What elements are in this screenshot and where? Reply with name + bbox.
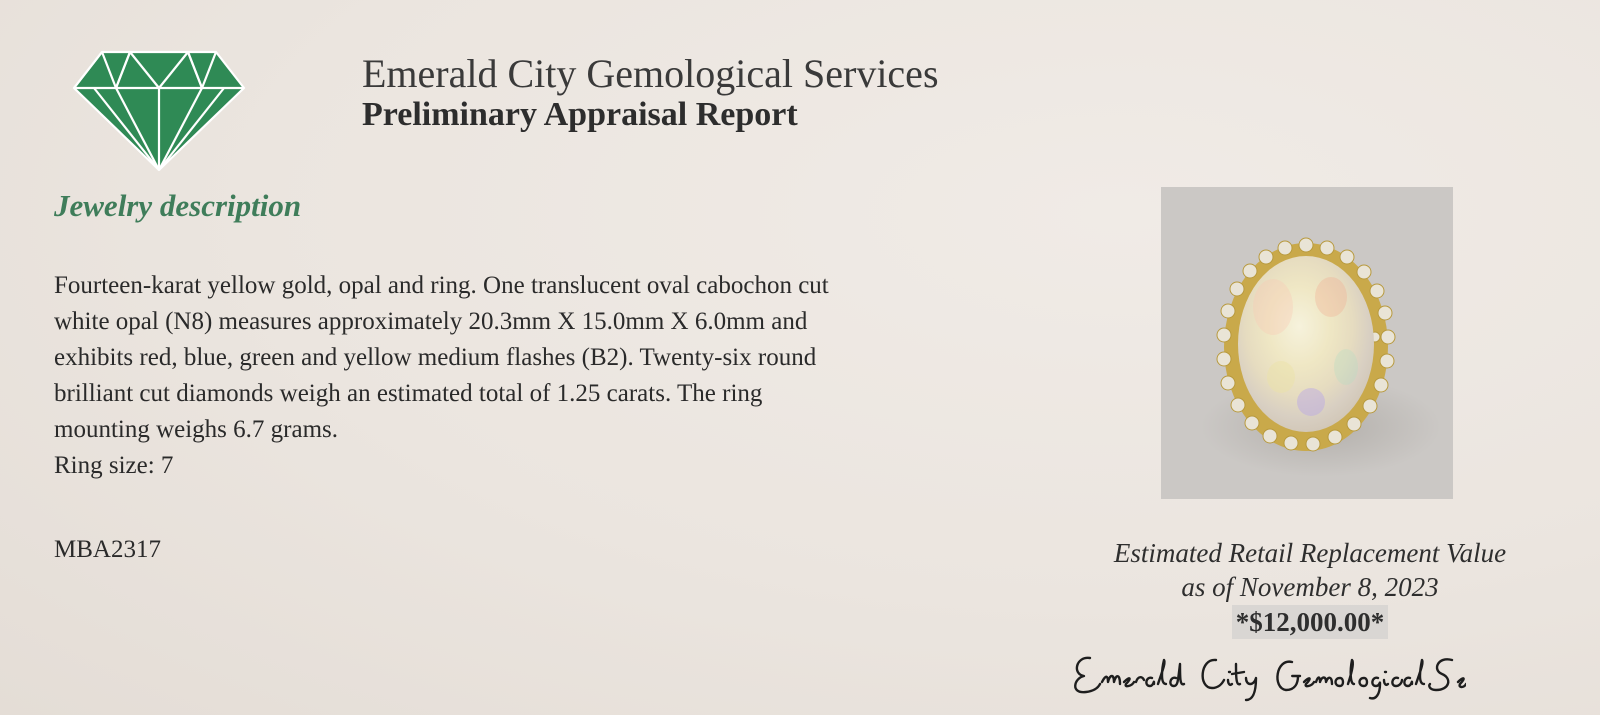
valuation-date: as of November 8, 2023 (1181, 572, 1439, 602)
report-title: Preliminary Appraisal Report (362, 96, 798, 133)
ring-size-line: Ring size: 7 (54, 452, 174, 479)
company-name: Emerald City Gemological Services (362, 51, 939, 96)
description-line: brilliant cut diamonds weigh an estimated total of 1.25 carats. The ring (54, 380, 763, 407)
description-line: exhibits red, blue, green and yellow medium flashes (B2). Twenty-six round (54, 344, 817, 371)
jewelry-description (54, 268, 1064, 484)
valuation-block (1060, 536, 1560, 639)
valuation-label: Estimated Retail Replacement Value (1113, 538, 1507, 568)
description-line: white opal (N8) measures approximately 20.3mm X 15.0mm X 6.0mm and (54, 308, 808, 335)
ring-photo (1161, 187, 1453, 499)
reference-code: MBA2317 (54, 536, 161, 563)
description-line: Fourteen-karat yellow gold, opal and ring. One translucent oval cabochon cut (54, 272, 829, 299)
valuation-amount: *$12,000.00* (1232, 605, 1389, 639)
diamond-logo-icon (72, 48, 246, 172)
section-heading: Jewelry description (54, 188, 302, 223)
description-line: mounting weighs 6.7 grams. (54, 416, 339, 443)
signature-image (1066, 644, 1466, 704)
